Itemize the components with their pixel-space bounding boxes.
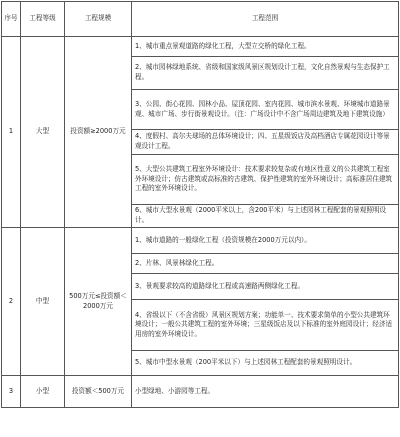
header-scale: 工程规模 xyxy=(65,2,132,37)
scope-item: 3、公园、街心花园、园林小品、屋顶花园、室内花园、城市滨水景观、环境城市道路景观、城市广场、步行街景观设计。（注：广场设计中不含广场周边建筑及地下建筑设施） xyxy=(132,90,399,130)
scope-item: 4、度假村、高尔夫球场的总体环境设计；四、五星级饭店及高档酒店专属花园设计等景观设计工程。 xyxy=(132,130,399,155)
scope-item: 4、省级以下（不含省级）风景区规划方案；功能单一、技术要求简单的小型公共建筑环境设计；一般公共建筑工程的室外环境；三星级饭店及以下标准的室外庭园设计；经济适用房的室外环境设计。 xyxy=(132,300,399,351)
row-index-cell: 2 xyxy=(2,228,21,376)
row-index-cell: 1 xyxy=(2,37,21,228)
scope-item: 5、大型公共建筑工程室外环境设计：技术要求较复杂或有地区性意义的公共建筑工程室外环境设计；仿古建筑或高标准的古建筑、保护性建筑的室外环境设计；高标准居住建筑工程的室外环境设计。 xyxy=(132,155,399,205)
row-grade-cell: 小型 xyxy=(21,376,65,408)
row-grade-cell: 中型 xyxy=(21,228,65,376)
scope-item: 5、城市中型水景观（200平米以下）与上述园林工程配套的景观照明设计。 xyxy=(132,351,399,376)
row-grade-cell: 大型 xyxy=(21,37,65,228)
table-row xyxy=(2,37,399,57)
row-index-cell: 3 xyxy=(2,376,21,408)
scope-item: 1、城市重点景观道路的绿化工程，大型立交桥的绿化工程。 xyxy=(132,37,399,57)
scope-item: 2、片林、风景林绿化工程。 xyxy=(132,254,399,274)
table-header-row xyxy=(2,2,399,37)
engineering-grade-table xyxy=(1,1,399,408)
scope-item: 小型绿地、小游园等工程。 xyxy=(132,376,399,408)
scope-item: 3、景观要求较高的道路绿化工程或高速路两侧绿化工程。 xyxy=(132,274,399,300)
row-scale-cell: 500万元≤投资额＜2000万元 xyxy=(65,228,132,376)
header-index: 序号 xyxy=(2,2,21,37)
table-row xyxy=(2,228,399,254)
row-scale-cell: 投资额＜500万元 xyxy=(65,376,132,408)
header-grade: 工程等级 xyxy=(21,2,65,37)
scope-item: 6、城市大型水景观（2000平米以上，含200平米）与上述园林工程配套的景观照明设计。 xyxy=(132,205,399,228)
scope-item: 1、城市道路的一般绿化工程（投资规模在2000万元以内）。 xyxy=(132,228,399,254)
row-scale-cell: 投资额≥2000万元 xyxy=(65,37,132,228)
scope-item: 2、城市园林绿地系统、省级和国家级风景区规划设计工程，文化自然景观与生态保护工程。 xyxy=(132,57,399,90)
table-row xyxy=(2,376,399,408)
header-scope: 工程范围 xyxy=(132,2,399,37)
